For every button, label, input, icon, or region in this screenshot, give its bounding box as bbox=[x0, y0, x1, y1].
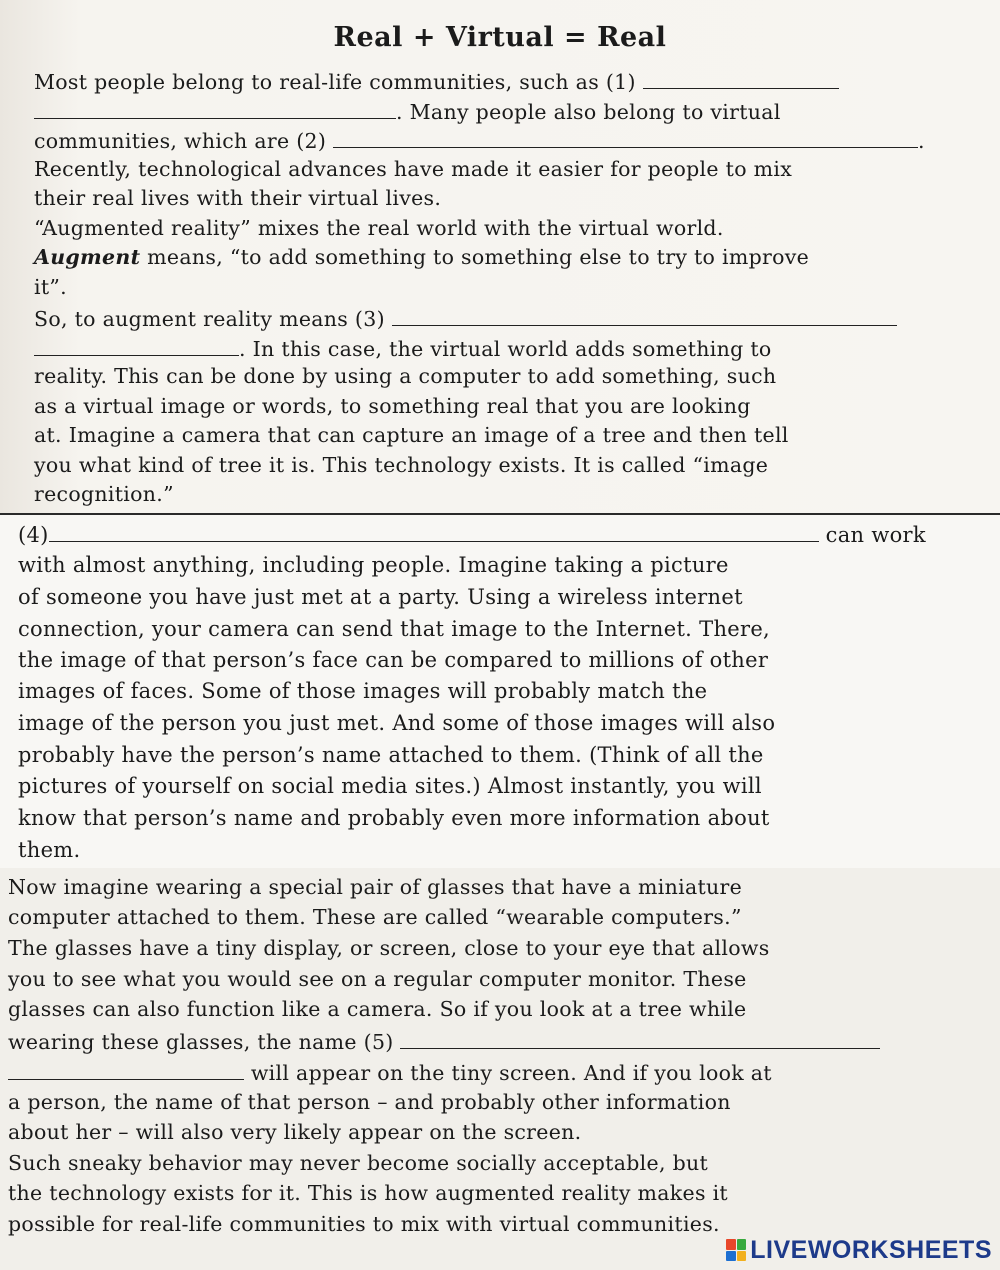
text-line: about her – will also very likely appear on the screen. bbox=[8, 1120, 582, 1144]
text-line: So, to augment reality means (3) bbox=[34, 307, 897, 330]
text-line: “Augmented reality” mixes the real world with the virtual world. bbox=[34, 216, 724, 240]
text-line: image of the person you just met. And some of those images will also bbox=[18, 711, 776, 735]
answer-blank-2[interactable] bbox=[333, 129, 918, 148]
text-line: the technology exists for it. This is how augmented reality makes it bbox=[8, 1181, 728, 1205]
text-line: computer attached to them. These are called “wearable computers.” bbox=[8, 905, 742, 929]
text-line: with almost anything, including people. Imagine taking a picture bbox=[18, 553, 729, 577]
answer-blank-5[interactable] bbox=[400, 1030, 880, 1049]
text-line: recognition.” bbox=[34, 482, 174, 506]
text-line: The glasses have a tiny display, or screen, close to your eye that allows bbox=[8, 936, 770, 960]
text-line: know that person’s name and probably even more information about bbox=[18, 806, 770, 830]
answer-blank-3-cont[interactable] bbox=[34, 337, 239, 356]
text-line: you what kind of tree it is. This technology exists. It is called “image bbox=[34, 453, 769, 477]
text-line: possible for real-life communities to mix with virtual communities. bbox=[8, 1212, 720, 1236]
text-line: connection, your camera can send that image to the Internet. There, bbox=[18, 617, 771, 641]
answer-blank-5-cont[interactable] bbox=[8, 1061, 244, 1080]
logo-text: LIVEWORKSHEETS bbox=[750, 1235, 992, 1264]
text-line: at. Imagine a camera that can capture an image of a tree and then tell bbox=[34, 423, 789, 447]
section-divider bbox=[0, 513, 1000, 515]
text-line: Recently, technological advances have made it easier for people to mix bbox=[34, 157, 793, 181]
text-line: Augment means, “to add something to something else to try to improve bbox=[34, 245, 810, 269]
text-line: it”. bbox=[34, 275, 67, 299]
answer-blank-1[interactable] bbox=[643, 70, 839, 89]
answer-blank-3[interactable] bbox=[392, 307, 897, 326]
page-title: Real + Virtual = Real bbox=[333, 22, 667, 53]
text-line: images of faces. Some of those images will probably match the bbox=[18, 679, 708, 703]
text-line: the image of that person’s face can be compared to millions of other bbox=[18, 648, 769, 672]
text-line: communities, which are (2) . bbox=[34, 129, 925, 153]
text-line: probably have the person’s name attached to them. (Think of all the bbox=[18, 743, 764, 767]
text-line: will appear on the tiny screen. And if you look at bbox=[8, 1061, 772, 1084]
text-line: as a virtual image or words, to something real that you are looking bbox=[34, 394, 751, 418]
text-line: of someone you have just met at a party. Using a wireless internet bbox=[18, 585, 743, 609]
emphasis-word: Augment bbox=[34, 245, 141, 269]
liveworksheets-logo-icon bbox=[726, 1239, 746, 1261]
text-line: Such sneaky behavior may never become socially acceptable, but bbox=[8, 1151, 709, 1175]
text-line: . Many people also belong to virtual bbox=[34, 100, 781, 123]
text-line: a person, the name of that person – and probably other information bbox=[8, 1090, 731, 1114]
text-line: them. bbox=[18, 838, 81, 862]
text-line: glasses can also function like a camera. So if you look at a tree while bbox=[8, 997, 747, 1021]
text-line: Most people belong to real-life communities, such as (1) bbox=[34, 70, 839, 93]
text-line: . In this case, the virtual world adds something to bbox=[34, 337, 772, 360]
text-line: their real lives with their virtual lives. bbox=[34, 186, 442, 210]
liveworksheets-logo[interactable] bbox=[726, 1236, 992, 1264]
text-line: wearing these glasses, the name (5) bbox=[8, 1030, 880, 1053]
text-line: Now imagine wearing a special pair of glasses that have a miniature bbox=[8, 875, 743, 899]
text-line: pictures of yourself on social media sites.) Almost instantly, you will bbox=[18, 774, 762, 798]
answer-blank-1-cont[interactable] bbox=[34, 100, 396, 119]
text-line: (4) can work bbox=[18, 523, 926, 547]
text-line: reality. This can be done by using a computer to add something, such bbox=[34, 364, 777, 388]
answer-blank-4[interactable] bbox=[49, 523, 819, 542]
text-line: you to see what you would see on a regular computer monitor. These bbox=[8, 967, 747, 991]
